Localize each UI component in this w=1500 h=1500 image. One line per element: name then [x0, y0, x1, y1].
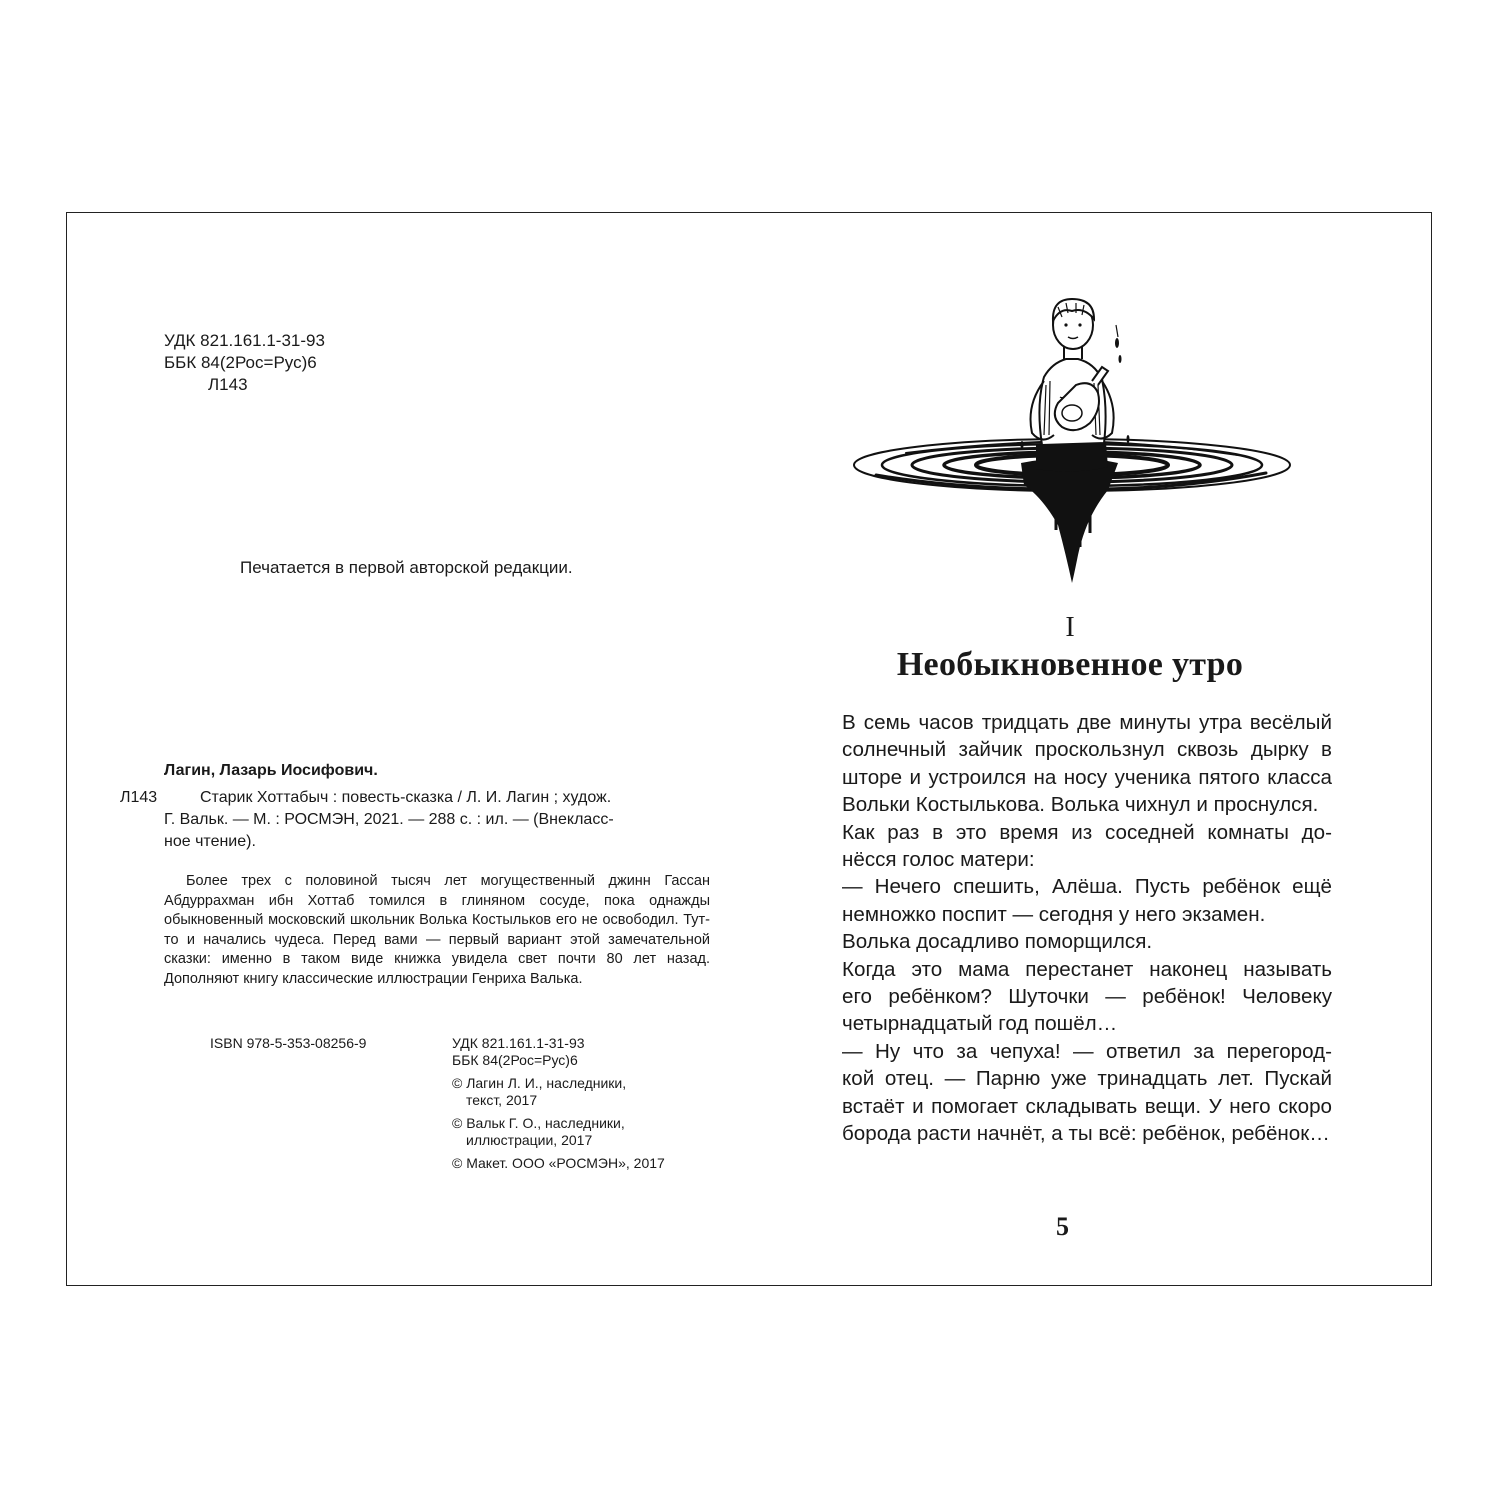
paragraph: Когда это мама перестанет наконец называть его ребёнком? Шуточки — ребёнок! Человеку четырнадцатый год пошёл… — [842, 957, 1332, 1036]
copyright-layout: © Макет. ООО «РОСМЭН», 2017 — [452, 1155, 665, 1171]
paragraph: — Нечего спешить, Алёша. Пусть ребёнок ещё немножко поспит — сегодня у него экзамен. — [842, 875, 1332, 926]
chapter-text — [810, 709, 1332, 1148]
meta-udk: УДК 821.161.1-31-93 — [452, 1035, 585, 1051]
water-reflection — [1021, 458, 1118, 583]
copyright-illustrations: © Вальк Г. О., наследники, иллюстрации, 2017 — [452, 1115, 625, 1148]
book-abstract: Более трех с половиной тысяч лет могущественный джинн Гассан Абдуррахман ибн Хоттаб томился в глиняном сосуде, пока однажды обыкновенный московский школьник Волька Костыльков его не освободил. Тут-то и начались чудеса. Перед вами — первый вариант этой замечательной сказки: именно в таком виде книжка увидела свет почти 80 лет назад. Дополняют книгу классические иллюстрации Генриха Валька. — [164, 873, 710, 987]
paragraph: Как раз в это время из соседней комнаты до- нёсся голос матери: — [842, 820, 1332, 872]
bib-line-2: Г. Вальк. — М. : РОСМЭН, 2021. — 288 с. : ил. — (Внекласс- — [164, 811, 614, 828]
meta-bbk: ББК 84(2Рос=Рус)6 — [452, 1052, 578, 1068]
bib-line-1: Старик Хоттабыч : повесть-сказка / Л. И. Лагин ; худож. — [200, 789, 612, 806]
copyright-text: © Лагин Л. И., наследники, текст, 2017 — [452, 1075, 627, 1108]
chapter-number: I — [1065, 612, 1075, 643]
author-heading: Лагин, Лазарь Иосифович. — [164, 762, 378, 779]
isbn: ISBN 978-5-353-08256-9 — [210, 1035, 367, 1051]
chapter-title: Необыкновенное утро — [896, 646, 1244, 683]
bib-line-3: ное чтение). — [164, 833, 256, 850]
classification-codes — [164, 330, 325, 396]
author-mark: Л143 — [208, 375, 248, 394]
bib-code: Л143 — [120, 789, 158, 806]
page-number: 5 — [1056, 1212, 1069, 1241]
bbk-code: ББК 84(2Рос=Рус)6 — [164, 353, 317, 372]
imprint-meta — [452, 1035, 665, 1172]
paragraph: — Ну что за чепуха! — ответил за перегород- кой отец. — Парню уже тринадцать лет. Пускай встаёт и помогает складывать вещи. У него скоро борода расти начнёт, а ты всё: ребёнок, ребёнок… — [842, 1039, 1332, 1146]
paragraph: Волька досадливо поморщился. — [842, 930, 1153, 954]
bibliographic-record — [120, 787, 710, 853]
edition-note: Печатается в первой авторской редакции. — [240, 558, 573, 577]
udk-code: УДК 821.161.1-31-93 — [164, 331, 325, 350]
boy-in-water-illustration — [846, 285, 1296, 585]
paragraph: В семь часов тридцать две минуты утра весёлый солнечный зайчик проскользнул сквозь дырку в шторе и устроился на носу ученика пятого класса Вольки Костылькова. Волька чихнул и проснулся. — [842, 711, 1332, 817]
